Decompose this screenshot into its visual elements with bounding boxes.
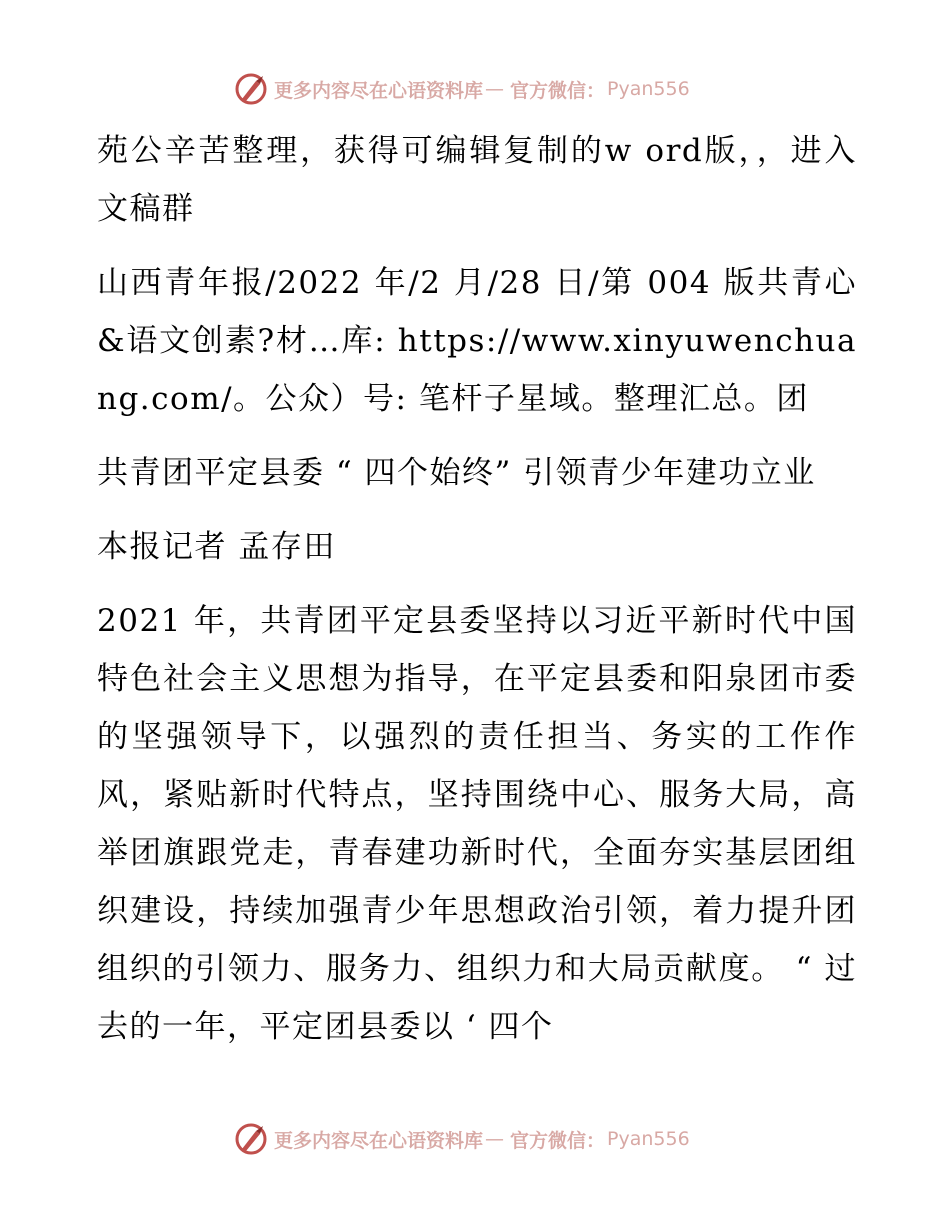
watermark-title: 更多内容尽在心语资料库 — [274, 79, 484, 102]
watermark-contact-id: Pyan556 — [607, 1128, 690, 1150]
header-watermark — [234, 70, 714, 108]
byline: 本报记者 孟存田 — [97, 529, 336, 565]
footer-watermark — [234, 1120, 714, 1158]
watermark-contact-label: 官方微信： — [510, 79, 606, 102]
watermark-dash: — — [485, 78, 505, 100]
quill-logo-icon — [234, 1122, 268, 1156]
document-body — [97, 122, 857, 1072]
watermark-dash: — — [485, 1128, 505, 1150]
article-title: 共青团平定县委 “ 四个始终” 引领青少年建功立业 — [97, 455, 816, 491]
note-paragraph: 苑公辛苦整理，获得可编辑复制的w ord版，，进入文稿群 — [97, 133, 857, 227]
watermark-contact-id: Pyan556 — [607, 78, 690, 100]
body-paragraph: 2021 年，共青团平定县委坚持以习近平新时代中国特色社会主义思想为指导，在平定县委和阳泉团市委的坚强领导下，以强烈的责任担当、务实的工作作风，紧贴新时代特点，坚持围绕中心、服务大局，高举团旗跟党走，青春建功新时代，全面夯实基层团组织建设，持续加强青少年思想政治引领，着力提升团组织的引领力、服务力、组织力和大局贡献度。 “ 过去的一年，平定团县委以 ‘ 四个 — [97, 603, 857, 1045]
source-paragraph: 山西青年报/2022 年/2 月/28 日/第 004 版共青心&语文创素?材…库: https://www.xinyuwenchuang.com/。公众）号: 笔杆子星域。整理汇总。团 — [97, 265, 857, 417]
watermark-contact-label: 官方微信： — [510, 1129, 606, 1152]
quill-logo-icon — [234, 72, 268, 106]
watermark-title: 更多内容尽在心语资料库 — [274, 1129, 484, 1152]
